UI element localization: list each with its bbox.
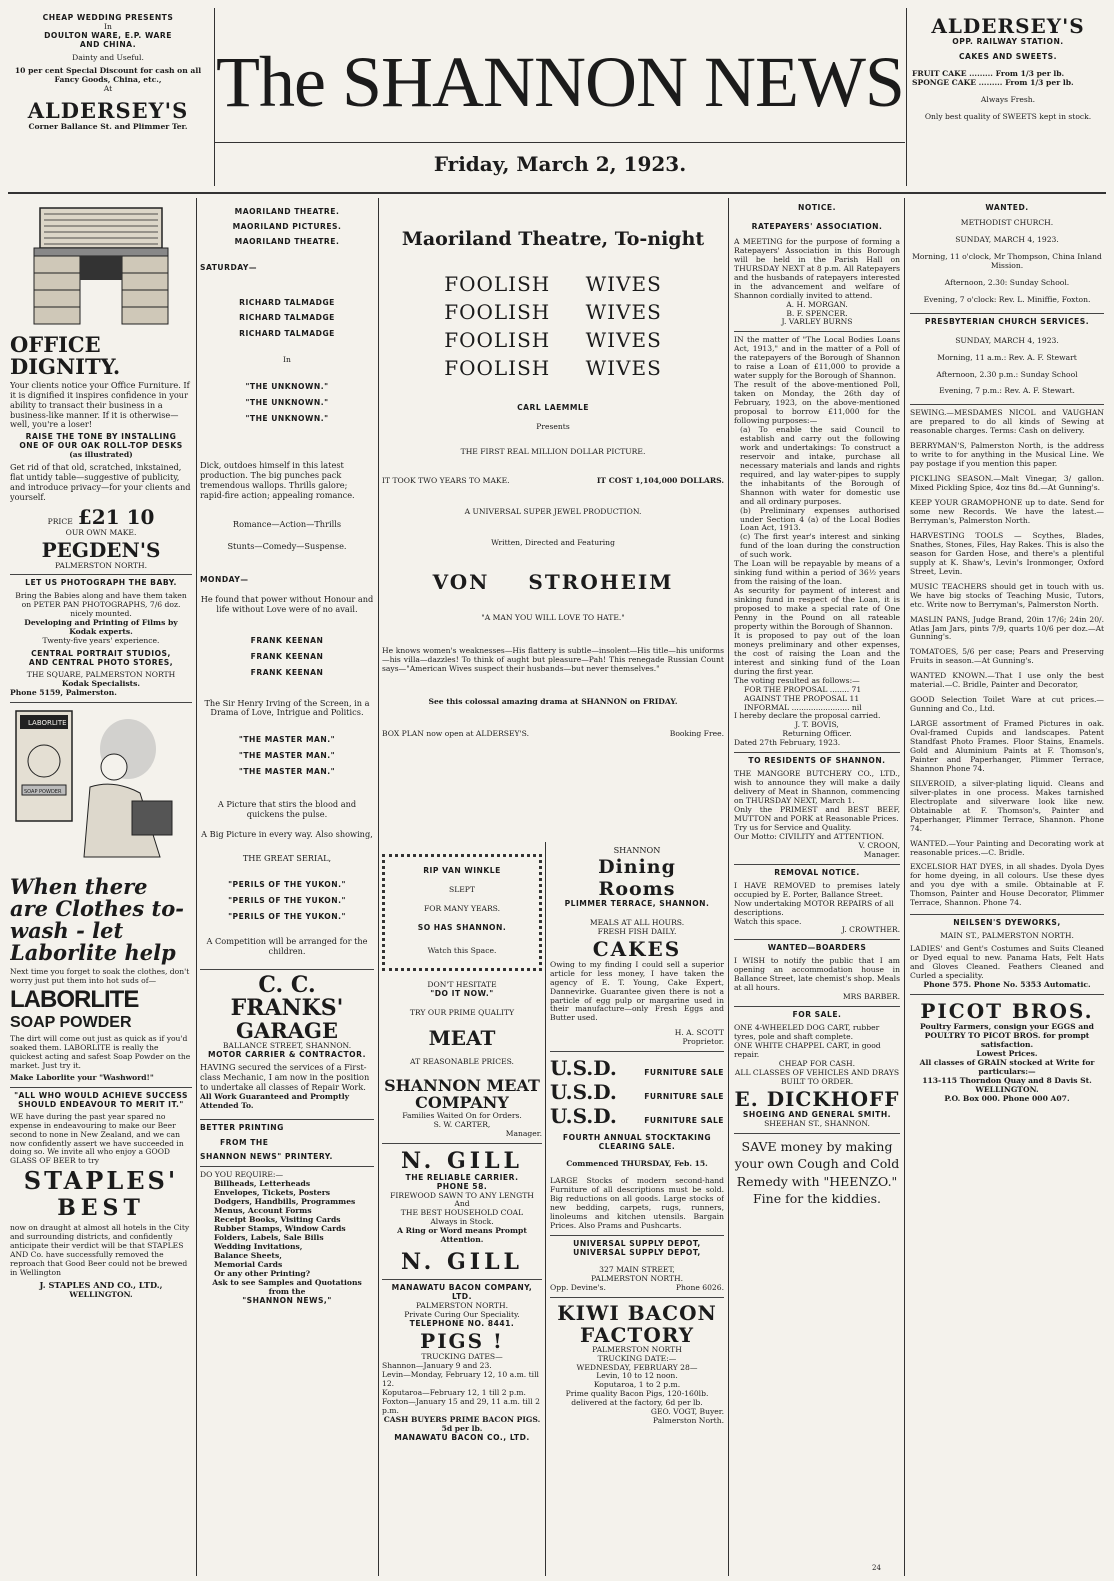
so-has-shannon: SO HAS SHANNON. <box>417 922 507 932</box>
croon-manager: Manager. <box>863 849 900 859</box>
plimmer-line: PLIMMER TERRACE, SHANNON. <box>564 898 710 908</box>
star-name: RICHARD TALMADGE <box>239 329 335 339</box>
always-line: Always in Stock. <box>430 1217 494 1227</box>
kiwi-kop: Koputaroa, 1 to 2 p.m. <box>593 1380 681 1390</box>
barber-line: MRS BARBER. <box>842 992 900 1002</box>
irving-text: The Sir Henry Irving of the Screen, in a Drama of Love, Intrigue and Politics. <box>204 697 370 718</box>
pn-line: PALMERSTON NORTH. <box>415 1301 509 1311</box>
desk-price: £21 10 <box>77 504 155 529</box>
methodist-date: SUNDAY, MARCH 4, 1923. <box>955 234 1059 244</box>
reasonable-line: AT REASONABLE PRICES. <box>410 1056 514 1066</box>
main-st: 327 MAIN STREET, <box>599 1264 675 1274</box>
own-make: OUR OWN MAKE. <box>65 527 137 537</box>
ad-line: Corner Ballance St. and Plimmer Ter. <box>28 121 188 131</box>
dog-cart-line: ONE 4-WHEELED DOG CART, rubber tyres, pole and shaft complete. <box>734 1023 880 1042</box>
photo-phone: Phone 5159, Palmerston. <box>10 687 117 697</box>
commenced-line: Commenced THURSDAY, Feb. 15. <box>566 1159 708 1169</box>
classified-item: PICKLING SEASON.—Malt Vinegar, 3/ gallon. Mixed Pickling Spice, 4oz tins 8d.—At Gunning's. <box>910 474 1104 493</box>
ad-line: At <box>103 83 113 93</box>
stirs-text: A Picture that stirs the blood and quickens the pulse. <box>217 799 357 819</box>
kiwi-heading: KIWI BACON <box>557 1300 717 1325</box>
furniture-sale: FURNITURE SALE <box>644 1092 724 1102</box>
picot-po: P.O. Box 000. Phone 000 A07. <box>944 1093 1070 1103</box>
ring-line: A Ring or Word means Prompt Attention. <box>397 1226 527 1245</box>
booking-free: Booking Free. <box>669 729 724 739</box>
classified-item: KEEP YOUR GRAMOPHONE up to date. Send for some new Records. We have the latest.—Berryman's, Palmerston North. <box>910 498 1104 525</box>
rip-line: RIP VAN WINKLE <box>423 866 501 875</box>
dining-shannon: SHANNON <box>613 846 661 855</box>
kodak-line: Kodak Specialists. <box>61 678 141 688</box>
romance-line: Romance—Action—Thrills <box>232 519 342 530</box>
presbyterian-heading: PRESBYTERIAN CHURCH SERVICES. <box>924 316 1090 326</box>
carter-manager: Manager. <box>505 1128 542 1138</box>
maoriland-line: MAORILAND PICTURES. <box>232 222 342 232</box>
ad-line: OPP. RAILWAY STATION. <box>952 37 1064 46</box>
franks-guaranteed: All Work Guaranteed and Promptly Attended To. <box>200 1091 349 1110</box>
mangore-try: Try us for Service and Quality. <box>734 822 852 832</box>
centre-left-ads <box>382 854 542 1576</box>
film-title: "THE UNKNOWN." <box>245 398 329 408</box>
see-line: See this colossal amazing drama at SHANNON on FRIDAY. <box>428 696 678 706</box>
staples-body-2: now on draught at almost all hotels in the City and surrounding districts, and confidently anticipate their verdict will be that STAPLES AND Co. have successfully removed the reproach that Good Beer could not be brewed in Wellington <box>10 1223 190 1278</box>
ad-line: CAKES AND SWEETS. <box>958 51 1058 61</box>
photo-body: Bring the Babies along and have them taken on PETER PAN PHOTOGRAPHS, 7/6 doz. nicely mounted. <box>15 591 187 619</box>
laborlite-pack-label-2: SOAP POWDER <box>24 788 62 795</box>
film-title: "THE MASTER MAN." <box>238 735 336 745</box>
trucking-date: Levin—Monday, February 12, 10 a.m. till 12. <box>382 1369 539 1388</box>
column-5 <box>910 204 1104 1576</box>
loan-repayable: The Loan will be repayable by means of a sinking fund within a period of 36½ years from the raising of the loan. <box>734 559 900 587</box>
classified-item: BERRYMAN'S, Palmerston North, is the address to write to for anything in the Musical Line. We pay postage if you mention this paper. <box>910 441 1104 469</box>
ad-line: CHEAP WEDDING PRESENTS <box>42 14 174 22</box>
square-line: THE SQUARE, PALMERSTON NORTH <box>26 670 176 680</box>
depot-line: UNIVERSAL SUPPLY DEPOT, <box>573 1238 701 1248</box>
million-line: THE FIRST REAL MILLION DOLLAR PICTURE. <box>460 446 646 456</box>
cakes-heading: CAKES <box>592 936 682 961</box>
serial-label: THE GREAT SERIAL, <box>242 852 332 863</box>
column-2 <box>200 204 374 1576</box>
dated-line: Dated 27th February, 1923. <box>734 738 841 748</box>
reliable-line: THE RELIABLE CARRIER. <box>405 1172 519 1182</box>
meat-company: COMPANY <box>415 1093 509 1113</box>
cakes-body: Owing to my finding I could sell a superior article for less money, I have taken the agency of E. T. Young, Cake Expert, Dannevirke. Guarantee given there is not a particle of egg pulp or margarine used in their manufacture—only Fresh Eggs and Butter used. <box>550 959 724 1023</box>
printing-list-item: Memorial Cards <box>214 1259 283 1269</box>
furniture-sale: FURNITURE SALE <box>644 1068 724 1078</box>
franks-address: BALLANCE STREET, SHANNON. <box>222 1041 352 1051</box>
furniture-sale: FURNITURE SALE <box>644 1116 724 1126</box>
classified-item: HARVESTING TOOLS — Scythes, Blades, Snathes, Stones, Files, Hay Rakes. This is also the season for Garden Hose, and there's a plentiful supply at K. Shaw's, Levin's Ironmonger, Oxford Street, Levin. <box>910 530 1104 576</box>
families-line: Families Waited On for Orders. <box>402 1110 522 1120</box>
vote-against: AGAINST THE PROPOSAL 11 <box>744 693 860 703</box>
loan-security: As security for payment of interest and sinking fund in respect of the Loan, it is proposed to make a special rate of One Penny in the Pound on all rateable property within the Borough of Shannon. <box>734 586 900 631</box>
loan-intro: IN the matter of "The Local Bodies Loans Act, 1913," and in the matter of a Poll of the ratepayers of the Borough of Shannon to raise a Loan of £11,000 to provide a water supply for the Borough of Shannon. <box>734 335 900 381</box>
kiwi-pn: PALMERSTON NORTH <box>592 1344 682 1354</box>
years-line: Twenty-five years' experience. <box>42 636 160 646</box>
star-name: FRANK KEENAN <box>250 651 324 661</box>
carl-laemmle: CARL LAEMMLE <box>517 403 589 412</box>
classified-item: SILVEROID, a silver-plating liquid. Cleans and silver-plates in one process. Makes tarnished Electroplate and silverware look like new. Obtainable at F. Thomson's, Painter and Paperhanger, Plimmer Terrace, Shannon. Phone 74. <box>910 778 1104 833</box>
watch-space: Watch this Space. <box>427 945 497 955</box>
pigs-heading: PIGS ! <box>420 1329 504 1354</box>
serial-title: "PERILS OF THE YUKON." <box>228 896 346 906</box>
issue-date: Friday, March 2, 1923. <box>433 152 687 176</box>
aldersey-name: ALDERSEY'S <box>931 14 1085 38</box>
try-line: TRY OUR PRIME QUALITY <box>409 1007 515 1017</box>
vote-informal: INFORMAL ........................ nil <box>744 702 862 712</box>
depot-line: UNIVERSAL SUPPLY DEPOT, <box>573 1247 701 1257</box>
kiwi-vogt: GEO. VOGT, Buyer. <box>650 1407 724 1417</box>
kiwi-pn3: Palmerston North. <box>652 1416 724 1426</box>
film-title: "THE MASTER MAN." <box>238 767 336 777</box>
office-dignity-heading: OFFICE DIGNITY. <box>10 332 121 380</box>
illustrated-line: (as illustrated) <box>69 450 133 460</box>
right-masthead-ad <box>912 14 1104 174</box>
usd-logo: U.S.D. <box>550 1056 617 1081</box>
meat-heading: MEAT <box>428 1025 496 1050</box>
star-name: RICHARD TALMADGE <box>239 313 335 323</box>
garage-label: GARAGE <box>236 1018 338 1044</box>
von-stroheim: VON STROHEIM <box>432 569 674 594</box>
ad-line: Always Fresh. <box>980 94 1036 104</box>
soap-powder: SOAP POWDER <box>10 1013 132 1031</box>
classified-item: TOMATOES, 5/6 per case; Pears and Preserving Fruits in season.—At Gunning's. <box>910 647 1104 666</box>
classified-item: GOOD Selection Toilet Ware at cut prices.—Gunning and Co., Ltd. <box>910 695 1104 714</box>
service-line: Afternoon, 2.30: Sunday School. <box>944 277 1070 287</box>
printing-from: FROM THE <box>220 1137 269 1147</box>
photo-heading: LET US PHOTOGRAPH THE BABY. <box>25 578 177 588</box>
dick-text: Dick, outdoes himself in this latest production. The big punches pack tremendous wallops. Thrills galore; rapid-fire action; appealing romance. <box>200 460 355 500</box>
loan-result: The result of the above-mentioned Poll, taken on Monday, the 26th day of February, 1923, on the above-mentioned proposal to borrow £11,000 for the following purposes:— <box>734 380 900 426</box>
meeting-text: A MEETING for the purpose of forming a Ratepayers' Association in this Borough will be held in the Parish Hall on THURSDAY NEXT at 8 p.m. All Ratepayers and the husbands of ratepayers interested in the advancement and welfare of Shannon cordially invited to attend. <box>734 236 900 300</box>
kiwi-heading: FACTORY <box>579 1322 695 1347</box>
staples-best: BEST <box>57 1195 145 1222</box>
rip-van-winkle-box <box>382 854 542 971</box>
printing-list-item: Folders, Labels, Sale Bills <box>214 1233 324 1243</box>
studio-line: AND CENTRAL PHOTO STORES, <box>28 658 174 668</box>
staples-company: J. STAPLES AND CO., LTD., <box>39 1280 163 1291</box>
star-name: FRANK KEENAN <box>250 635 324 645</box>
neilsen-phone: Phone 575. Phone No. 5353 Automatic. <box>923 979 1091 989</box>
wanted-heading: WANTED. <box>985 204 1029 212</box>
tel-line: TELEPHONE NO. 8441. <box>409 1319 515 1329</box>
film-title-large: FOOLISH WIVES <box>444 328 662 352</box>
printing-list-item: Billheads, Letterheads <box>214 1179 311 1189</box>
presents: Presents <box>536 421 570 431</box>
classes-line: ALL CLASSES OF VEHICLES AND DRAYS BUILT TO ORDER. <box>734 1067 900 1086</box>
cost-line: IT COST 1,104,000 DOLLARS. <box>596 475 724 485</box>
carter-line: S. W. CARTER, <box>433 1119 491 1129</box>
in-label: In <box>283 355 291 365</box>
from-the-line: from the <box>268 1286 306 1296</box>
printing-list-item: Envelopes, Tickets, Posters <box>214 1188 330 1198</box>
trucking-date: Foxton—January 15 and 29, 11 a.m. till 2 p.m. <box>382 1396 540 1415</box>
franks-motor: MOTOR CARRIER & CONTRACTOR. <box>208 1050 366 1060</box>
competition-text: A Competition will be arranged for the children. <box>206 936 368 957</box>
boarders-heading: WANTED—BOARDERS <box>767 943 867 953</box>
trucking-date: Shannon—January 9 and 23. <box>382 1360 492 1370</box>
returning-line: Returning Officer. <box>782 729 852 739</box>
declare-line: I hereby declare the proposal carried. <box>734 711 881 721</box>
laborlite-body: The dirt will come out just as quick as if you'd soaked them. LABORLITE is really the quickest acting and safest Soap Powder on the market. Just try it. <box>10 1033 191 1070</box>
cheap-line: CHEAP FOR CASH. <box>778 1058 856 1068</box>
film-title-large: FOOLISH WIVES <box>444 356 662 380</box>
and-line: And <box>454 1199 470 1209</box>
usd-logo: U.S.D. <box>550 1080 617 1105</box>
page-number: 24 <box>872 1564 881 1572</box>
printing-list-item: Receipt Books, Visiting Cards <box>214 1215 341 1225</box>
staples-name: STAPLES' <box>23 1166 179 1196</box>
ask-line: Ask to see Samples and Quotations <box>212 1277 362 1287</box>
service-line: Morning, 11 a.m.: Rev. A. F. Stewart <box>937 352 1077 362</box>
trucking-date: Koputaroa—February 12, 1 till 2 p.m. <box>382 1387 526 1397</box>
depot-phone: Phone 6026. <box>675 1282 724 1292</box>
two-years-line: IT TOOK TWO YEARS TO MAKE. <box>382 475 510 485</box>
star-name: RICHARD TALMADGE <box>239 297 335 307</box>
printing-heading: BETTER PRINTING <box>200 1122 284 1132</box>
voting-line: The voting resulted as follows:— <box>734 675 860 685</box>
signatory: A. H. MORGAN. <box>786 299 848 309</box>
classified-item: WANTED KNOWN.—That I use only the best material.—C. Bridle, Painter and Decorator, <box>910 671 1104 690</box>
classified-item: MUSIC TEACHERS should get in touch with us. We have big stocks of Teaching Music, Tutors, etc. Write now to Berryman's, Palmerston North. <box>910 581 1104 609</box>
service-line: Evening, 7 p.m.: Rev. A. F. Stewart. <box>939 386 1075 396</box>
fourth-line: FOURTH ANNUAL STOCKTAKING CLEARING SALE. <box>562 1133 712 1152</box>
laborlite-pack-label: LABORLITE <box>28 718 67 727</box>
mbc-line: MANAWATU BACON CO., LTD. <box>394 1432 530 1442</box>
serial-title: "PERILS OF THE YUKON." <box>228 880 346 890</box>
loan-item-b: (b) Preliminary expenses authorised under Section 4 (a) of the Local Bodies Loan Act, 1913. <box>740 505 900 533</box>
film-title-large: FOOLISH WIVES <box>444 272 662 296</box>
printing-list-item: Balance Sheets, <box>214 1251 282 1260</box>
printing-from: SHANNON NEWS" PRINTERY. <box>200 1152 333 1162</box>
signatory: J. VARLEY BURNS <box>781 317 853 327</box>
roll-top-desk-illustration <box>10 200 192 330</box>
sheehan-line: SHEEHAN ST., SHANNON. <box>764 1118 870 1128</box>
loan-item-c: (c) The first year's interest and sinking fund of the loan during the construction of such work. <box>740 532 900 560</box>
usd-logo: U.S.D. <box>550 1104 617 1129</box>
classified-item: MASLIN PANS, Judge Brand, 20in 17/6; 24in 20/. Atlas Jam Jars, pints 7/9, quarts 10/6 per doz.—At Gunning's. <box>910 614 1104 642</box>
picot-name: PICOT BROS. <box>920 998 1094 1023</box>
column-1 <box>10 200 192 1576</box>
box-plan: BOX PLAN now open at ALDERSEY'S. <box>382 729 529 739</box>
phone-58: PHONE 58. <box>436 1181 488 1191</box>
mangore-only: Only the PRIMEST and BEST BEEF, MUTTON and PORK at Reasonable Prices. <box>734 805 900 823</box>
ad-line: DOULTON WARE, E.P. WARE <box>44 30 172 40</box>
loan-item-a: (a) To enable the said Council to establish and carry out the following work and undertakings: To construct a reservoir and intake, purchase all necessary materials and lands and rights required, and lay water-pipes to supply the inhabitants of the Borough of Shannon with water for domestic use and all ordinary purposes. <box>740 424 900 506</box>
raise-line: RAISE THE TONE BY INSTALLING <box>25 432 177 442</box>
boarders-text: I WISH to notify the public that I am opening an accommodation house in Ballance Street, late chemist's shop. Meals at all hours. <box>734 956 900 993</box>
presbyterian-date: SUNDAY, MARCH 4, 1923. <box>955 335 1059 345</box>
maoriland-line: MAORILAND THEATRE. <box>234 237 340 247</box>
service-line: Evening, 7 o'clock: Rev. L. Miniffie, Foxton. <box>923 294 1091 304</box>
dickhoff-name: E. DICKHOFF <box>734 1086 900 1111</box>
written-line: Written, Directed and Featuring <box>491 537 615 547</box>
newspaper-title: The SHANNON NEWS <box>216 42 904 122</box>
removal-text: I HAVE REMOVED to premises lately occupied by E. Porter, Ballance Street. <box>734 880 900 899</box>
kiwi-levin: Levin, 10 to 12 noon. <box>596 1371 678 1381</box>
serial-title: "PERILS OF THE YUKON." <box>228 912 346 922</box>
neilsen-heading: NEILSEN'S DYEWORKS, <box>953 918 1061 928</box>
get-rid-text: Get rid of that old, scratched, inkstained, flat untidy table—suggestive of publicity, and introduce privacy—for your clients and yourself. <box>10 462 191 502</box>
printing-list-item: Rubber Stamps, Window Cards <box>214 1224 346 1234</box>
column-4 <box>734 204 900 1576</box>
manawatu-heading: MANAWATU BACON COMPANY, LTD. <box>391 1283 533 1302</box>
removal-now: Now undertaking MOTOR REPAIRS of all descriptions. <box>734 898 894 917</box>
maoriland-line: MAORILAND THEATRE. <box>234 207 340 216</box>
kiwi-trucking: TRUCKING DATE:— <box>597 1353 677 1363</box>
picot-body: Poultry Farmers, consign your EGGS and POULTRY TO PICOT BROS. for prompt satisfaction. <box>920 1021 1094 1049</box>
pegden-town: PALMERSTON NORTH. <box>54 560 148 570</box>
star-name: FRANK KEENAN <box>250 667 324 677</box>
printing-list-item: Wedding Invitations, <box>214 1242 303 1252</box>
removal-heading: REMOVAL NOTICE. <box>774 867 860 877</box>
oak-line: ONE OF OUR OAK ROLL-TOP DESKS <box>19 441 183 451</box>
studio-line: CENTRAL PORTRAIT STUDIOS, <box>31 649 171 659</box>
developing-line: Developing and Printing of Films by Kodak experts. <box>24 618 178 637</box>
meals-line: MEALS AT ALL HOURS. <box>589 917 685 927</box>
ad-line: AND CHINA. <box>79 39 137 49</box>
knows-text: He knows women's weaknesses—His flattery is subtle—insolent—His title—his uniforms—his villa—dazzles! To think of aught but pleasure—Pah! This renegade Russian Count says—"American Wives suspect their husbands—but never themselves." <box>382 645 724 673</box>
price-label: PRICE <box>47 516 73 526</box>
ad-line: In <box>104 21 112 31</box>
large-stocks: LARGE Stocks of modern second-hand Furniture of all descriptions must be sold. Big reductions on all goods. Large stocks of new bedding, carpets, rugs, runners, linoleums and kitchen utensils. Bargain Prices. Also Prams and Pushcarts. <box>550 1176 724 1230</box>
shannon-news-line: "SHANNON NEWS," <box>242 1295 332 1305</box>
fish-line: FRESH FISH DAILY. <box>597 926 677 936</box>
heenzo-ad: SAVE money by making your own Cough and Cold Remedy with "HEENZO." Fine for the kiddies. <box>734 1138 900 1207</box>
scott-line: H. A. SCOTT <box>674 1028 724 1038</box>
printing-list-item: Dodgers, Handbills, Programmes <box>214 1197 356 1207</box>
kiwi-prime: Prime quality Bacon Pigs, 120-160lb. delivered at the factory, 6d per lb. <box>565 1389 709 1408</box>
classified-item: WANTED.—Your Painting and Decorating work at reasonable prices.—C. Bridle. <box>910 838 1104 857</box>
require-label: DO YOU REQUIRE:— <box>200 1170 284 1180</box>
methodist-heading: METHODIST CHURCH. <box>960 217 1054 227</box>
monday-label: MONDAY— <box>200 575 249 585</box>
many-years: FOR MANY YEARS. <box>423 903 501 913</box>
crowther-line: J. CROWTHER. <box>841 925 900 935</box>
opp-devines: Opp. Devine's. <box>550 1282 606 1292</box>
kiwi-wed: WEDNESDAY, FEBRUARY 28— <box>576 1362 698 1372</box>
film-title: "THE UNKNOWN." <box>245 382 329 392</box>
picot-lowest: Lowest Prices. <box>976 1048 1038 1058</box>
removal-watch: Watch this space. <box>734 916 802 926</box>
depot-pn: PALMERSTON NORTH. <box>590 1273 684 1283</box>
dining-rooms: Dining Rooms <box>598 855 676 900</box>
printing-list-item: Or any other Printing? <box>214 1268 311 1278</box>
private-line: Private Curing Our Speciality. <box>404 1310 520 1320</box>
laborlite-illustration <box>10 707 192 872</box>
stunts-line: Stunts—Comedy—Suspense. <box>227 541 347 552</box>
picot-address: 113-115 Thorndon Quay and 8 Davis St. WELLINGTON. <box>922 1075 1092 1094</box>
aldersey-name: ALDERSEY'S <box>27 97 189 123</box>
signatory: B. F. SPENCER. <box>786 308 848 318</box>
ratepayers-heading: RATEPAYERS' ASSOCIATION. <box>751 221 883 231</box>
shoeing-line: SHOEING AND GENERAL SMITH. <box>742 1109 892 1119</box>
film-title: "THE MASTER MAN." <box>238 751 336 761</box>
foolish-wives-ad <box>382 228 724 834</box>
laborlite-make: Make Laborlite your "Washword!" <box>10 1072 154 1082</box>
croon-line: V. CROON, <box>858 840 900 850</box>
film-title-large: FOOLISH WIVES <box>444 300 662 324</box>
classified-item: LARGE assortment of Framed Pictures in oak. Oval-framed Cupids and landscapes. Patent Standfast Photo Frames. Floor Stains, Enamels. Gold and Aluminium Paints at F. Thomson's, Painter and Paperhanger, Plimmer Terrace, Shannon Phone 74. <box>910 719 1104 773</box>
classified-item: EXCELSIOR HAT DYES, in all shades. Dyola Dyes for home dyeing, in all colours. Use these dyes and you dye with a smile. Obtainable at F. Thomson, Painter and House Decorator, Plimmer Terrace, Shannon. Phone 74. <box>910 862 1104 908</box>
ad-line: SPONGE CAKE ......... From 1/3 per lb. <box>912 77 1074 87</box>
for-sale-heading: FOR SALE. <box>792 1010 842 1020</box>
film-title: "THE UNKNOWN." <box>245 414 329 424</box>
all-who-heading: "ALL WHO WOULD ACHIEVE SUCCESS SHOULD ENDEAVOUR TO MERIT IT." <box>14 1090 188 1109</box>
chappel-line: ONE WHITE CHAPPEL CART, in good repair. <box>734 1041 881 1059</box>
vote-for: FOR THE PROPOSAL ........ 71 <box>744 684 862 694</box>
gill-name: N. GILL <box>400 1147 524 1174</box>
saturday-label: SATURDAY— <box>200 262 257 272</box>
cash-line: CASH BUYERS PRIME BACON PIGS. <box>383 1414 541 1424</box>
pegden-name: PEGDEN'S <box>41 537 161 562</box>
firewood-line: FIREWOOD SAWN TO ANY LENGTH <box>390 1190 534 1200</box>
mangore-text: THE MANGORE BUTCHERY CO., LTD., wish to announce they will make a daily delivery of Meat in Shannon, commencing on THURSDAY NEXT, March 1. <box>734 769 900 806</box>
neilsen-address: MAIN ST., PALMERSTON NORTH. <box>940 931 1074 941</box>
notice-heading: NOTICE. <box>798 204 836 212</box>
jewel-line: A UNIVERSAL SUPER JEWEL PRODUCTION. <box>464 506 642 516</box>
big-picture-text: A Big Picture in every way. Also showing, <box>201 828 373 839</box>
staples-town: WELLINGTON. <box>69 1289 133 1299</box>
picot-grain: All classes of GRAIN stocked at Write for particulars:— <box>919 1057 1095 1076</box>
hate-line: "A MAN YOU WILL LOVE TO HATE." <box>481 612 625 622</box>
gill-name: N. GILL <box>400 1249 524 1276</box>
ad-line: 10 per cent Special Discount for cash on all Fancy Goods, China, etc., <box>14 65 202 84</box>
laborlite-logo: LABORLITE <box>10 985 139 1013</box>
do-it-now: "DO IT NOW." <box>430 988 494 998</box>
franks-body: HAVING secured the services of a First-class Mechanic, I am now in the position to undertake all classes of Repair Work. <box>200 1062 370 1092</box>
printing-list-item: Menus, Account Forms <box>214 1206 312 1216</box>
centre-right-ads <box>550 846 724 1576</box>
residents-heading: TO RESIDENTS OF SHANNON. <box>748 756 886 766</box>
per-line: 5d per lb. <box>441 1423 483 1433</box>
mangore-motto: Our Motto: CIVILITY and ATTENTION. <box>734 831 885 841</box>
left-masthead-ad <box>12 14 204 174</box>
meat-company: SHANNON MEAT <box>384 1075 540 1095</box>
found-text: He found that power without Honour and life without Love were of no avail. <box>200 594 374 614</box>
scott-proprietor: Proprietor. <box>682 1037 724 1047</box>
slept-line: SLEPT <box>449 884 475 894</box>
service-line: Afternoon, 2.30 p.m.: Sunday School <box>936 369 1078 379</box>
staples-body: WE have during the past year spared no expense in endeavouring to make our Beer second to none in New Zealand, and we can now confidently assert we have succeeded in doing so. We invite all who enjoy a GOOD GLASS OF BEER to try <box>10 1111 184 1166</box>
laborlite-next: Next time you forget to soak the clothes, don't worry just put them into hot suds of— <box>10 967 190 986</box>
theatre-headline: Maoriland Theatre, To-night <box>401 228 705 250</box>
franks-name: C. C. FRANKS' <box>230 971 344 1022</box>
bovis-line: J. T. BOVIS, <box>795 720 839 730</box>
service-line: Morning, 11 o'clock, Mr Thompson, China Inland Mission. <box>912 251 1102 270</box>
office-body: Your clients notice your Office Furniture. If it is dignified it inspires confidence in your ability to transact their business in a business-like manner. If it is otherwise—well, you're a loser! <box>10 380 190 430</box>
ad-line: Dainty and Useful. <box>72 52 144 62</box>
coal-line: THE BEST HOUSEHOLD COAL <box>400 1208 524 1218</box>
hesitate-line: DON'T HESITATE <box>427 979 497 989</box>
trucking-line: TRUCKING DATES— <box>421 1352 503 1362</box>
neilsen-body: LADIES' and Gent's Costumes and Suits Cleaned or Dyed equal to new. Panama Hats, Felt Hats and Gloves Cleaned. Feathers Cleaned and Curled a speciality. <box>910 944 1104 980</box>
loan-pay: It is proposed to pay out of the loan moneys preliminary and other expenses, the cost of raising the Loan and the interest and sinking fund of the Loan during the first year. <box>734 630 900 676</box>
laborlite-script: When there are Clothes to-wash - let Laborlite help <box>10 873 184 966</box>
classified-item: SEWING.—MESDAMES NICOL and VAUGHAN are prepared to do all kinds of Sewing at reasonable charges. Terms: Cash on delivery. <box>910 408 1104 436</box>
ad-line: Only best quality of SWEETS kept in stock. <box>924 111 1092 121</box>
ad-line: FRUIT CAKE ......... From 1/3 per lb. <box>912 68 1065 78</box>
